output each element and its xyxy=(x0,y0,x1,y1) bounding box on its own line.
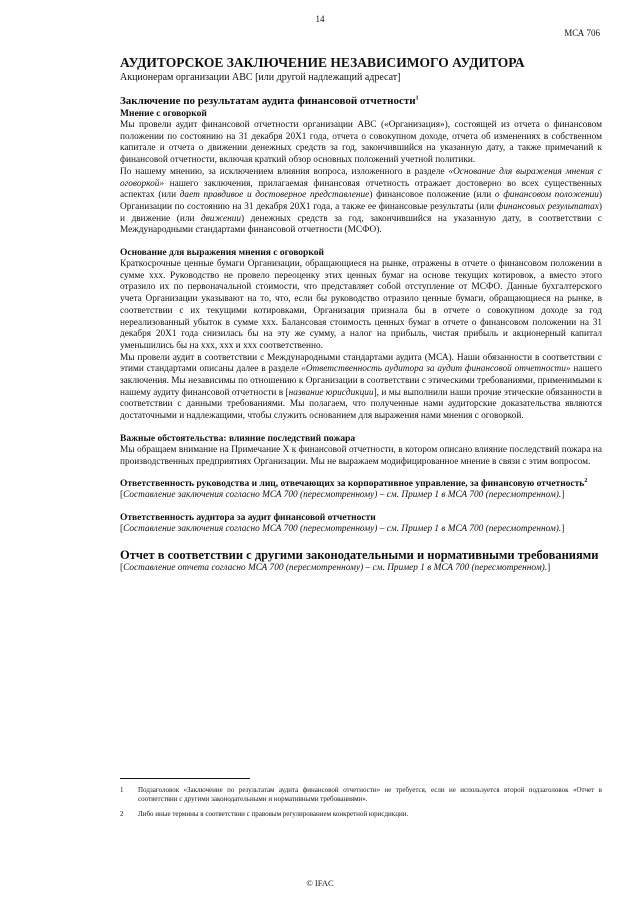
subheading-emphasis: Важные обстоятельства: влияние последствий пожара xyxy=(120,433,356,444)
text-run: ], и мы выполнили наши прочие этические обязанности в соответствии с данными требованиями. Мы полагаем, что полученные нами аудиторские доказательства являются достаточными и надлежащими, чтобы служить основанием для выражения нами мнения с оговоркой. xyxy=(120,387,603,422)
text-run: ) денежных средств за год, закончившийся на указанную дату, в соответствии с Международными стандартами финансовой отчетности (МСФО). xyxy=(120,213,603,236)
other-requirements-paragraph: [Составление отчета согласно МСА 700 (пересмотренному) – см. Пример 1 в МСА 700 (пересмотренном).] xyxy=(120,562,551,573)
footnote-2 xyxy=(120,810,602,819)
addressee-line: Акционерам организации ABC [или другой надлежащий адресат] xyxy=(120,72,401,83)
management-paragraph: [Составление заключения согласно МСА 700 (пересмотренному) – см. Пример 1 в МСА 700 (пересмотренном).] xyxy=(120,490,565,501)
footnote-1 xyxy=(120,786,602,804)
subheading-auditor-responsibility: Ответственность аудитора за аудит финансовой отчетности xyxy=(120,512,376,523)
italic-run: движении xyxy=(201,213,241,224)
page-number: 14 xyxy=(315,14,325,24)
footnote-ref-2[interactable]: 2 xyxy=(584,478,588,485)
italic-run: «Основание для выражения мнения с оговоркой» xyxy=(120,166,603,189)
opinion-paragraph-2 xyxy=(120,167,602,237)
italic-run: «Ответственность аудитора за аудит финансовой отчетности» xyxy=(301,364,571,375)
text-run: ) Организации по состоянию на 31 декабря 20X1 года, а также ее финансовые результаты (или xyxy=(120,190,602,212)
footnote-text: Либо иные термины в соответствии с правовым регулированием конкретной юрисдикции. xyxy=(138,810,409,818)
subheading-qualified-opinion: Мнение с оговоркой xyxy=(120,109,207,119)
footnote-divider xyxy=(120,778,250,779)
italic-run: финансовых результатах xyxy=(496,201,599,212)
report-title: АУДИТОРСКОЕ ЗАКЛЮЧЕНИЕ НЕЗАВИСИМОГО АУДИТОРА xyxy=(120,55,525,70)
italic-run: Составление заключения согласно МСА 700 (пересмотренному) – см. Пример 1 в МСА 700 (пересмотренном). xyxy=(123,490,562,501)
section-heading-text: Заключение по результатам аудита финансовой отчетности xyxy=(120,95,416,107)
subheading-basis: Основание для выражения мнения с оговоркой xyxy=(120,248,324,259)
text-run: нашего заключения, прилагаемая финансовая отчетность отражает достоверно во всех существенных аспектах (или xyxy=(120,178,602,201)
emphasis-paragraph: Мы обращаем внимание на Примечание X к финансовой отчетности, в котором описано влияние последствий пожара на производственных предприятиях Организации. Мы не выражаем модифицированное мнение в связи с этим вопросом. xyxy=(120,444,602,467)
opinion-paragraph-1: Мы провели аудит финансовой отчетности организации ABC («Организация»), состоящей из отчета о финансовом положении по состоянию на 31 декабря 20X1 года, отчета о совокупном доходе, отчета об изменениях в собственном капитале и отчета о движении денежных средств за год, закончившийся на указанную дату, а также примечаний к финансовой отчетности, включая краткий обзор основных положений учетной политики. xyxy=(120,120,602,166)
footnote-text: Подзаголовок «Заключение по результатам аудита финансовой отчетности» не требуется, если не используется второй подзаголовок «Отчет в соответствии с другими законодательными и нормативными требованиями». xyxy=(138,786,602,803)
text-run: Мы провели аудит в соответствии с Международными стандартами аудита (МСА). Наши обязанности в соответствии с этими стандартами описаны далее в разделе xyxy=(120,352,602,375)
footnotes xyxy=(120,786,602,825)
text-run: ) и движение (или xyxy=(120,201,602,224)
section-heading-opinion-report xyxy=(120,95,602,108)
footnote-number: 2 xyxy=(120,810,124,818)
standard-code: МСА 706 xyxy=(564,28,600,38)
italic-run: дает правдивое и достоверное представление xyxy=(179,190,370,201)
footnote-ref-1[interactable]: 1 xyxy=(415,95,419,102)
subheading-management-responsibility xyxy=(120,478,602,490)
text-run: ) финансовое положение (или xyxy=(369,190,495,201)
italic-run: Составление заключения согласно МСА 700 (пересмотренному) – см. Пример 1 в МСА 700 (пересмотренном). xyxy=(123,523,562,534)
text-run: нашего заключения. Мы независимы по отношению к Организации в соответствии с этическими требованиями, применимыми к нашему аудиту финансовой отчетности в [ xyxy=(120,364,602,398)
basis-paragraph-2 xyxy=(120,353,602,423)
basis-paragraph-1: Краткосрочные ценные бумаги Организации, обращающиеся на рынке, отражены в отчете о финансовом положении в сумме xxx. Руководство не провело переоценку этих ценных бумаг на основе текущих котировок, а вместо этого отразило их по первоначальной стоимости, что представляет собой отступление от МСФО. Данные бухгалтерского учета Организации указывают на то, что, если бы руководство отразило ценные бумаги, обращающиеся на рынке, в соответствии с их текущими котировками, Организация признала бы в отчете о совокупном доходе за год нереализованный убыток в сумме xxx. Балансовая стоимость ценных бумаг в отчете о финансовом положении на 31 декабря 20X1 года снизилась бы на эту же сумму, а налог на прибыль, чистая прибыль и акционерный капитал уменьшились бы на xxx, xxx и xxx соответственно. xyxy=(120,259,602,351)
italic-run: Составление отчета согласно МСА 700 (пересмотренному) – см. Пример 1 в МСА 700 (пересмотренном). xyxy=(123,562,548,573)
italic-run: название юрисдикции xyxy=(288,387,374,398)
italic-run: о финансовом положении xyxy=(494,190,599,201)
footnote-number: 1 xyxy=(120,786,124,794)
section-heading-other-requirements: Отчет в соответствии с другими законодательными и нормативными требованиями xyxy=(120,547,599,562)
document-body xyxy=(120,55,602,574)
text-run: По нашему мнению, за исключением влияния вопроса, изложенного в разделе xyxy=(120,166,449,177)
heading-text: Ответственность руководства и лиц, отвечающих за корпоративное управление, за финансовую отчетность xyxy=(120,479,585,490)
copyright-footer: © IFAC xyxy=(306,878,334,888)
auditor-paragraph: [Составление заключения согласно МСА 700 (пересмотренному) – см. Пример 1 в МСА 700 (пересмотренном).] xyxy=(120,523,565,534)
